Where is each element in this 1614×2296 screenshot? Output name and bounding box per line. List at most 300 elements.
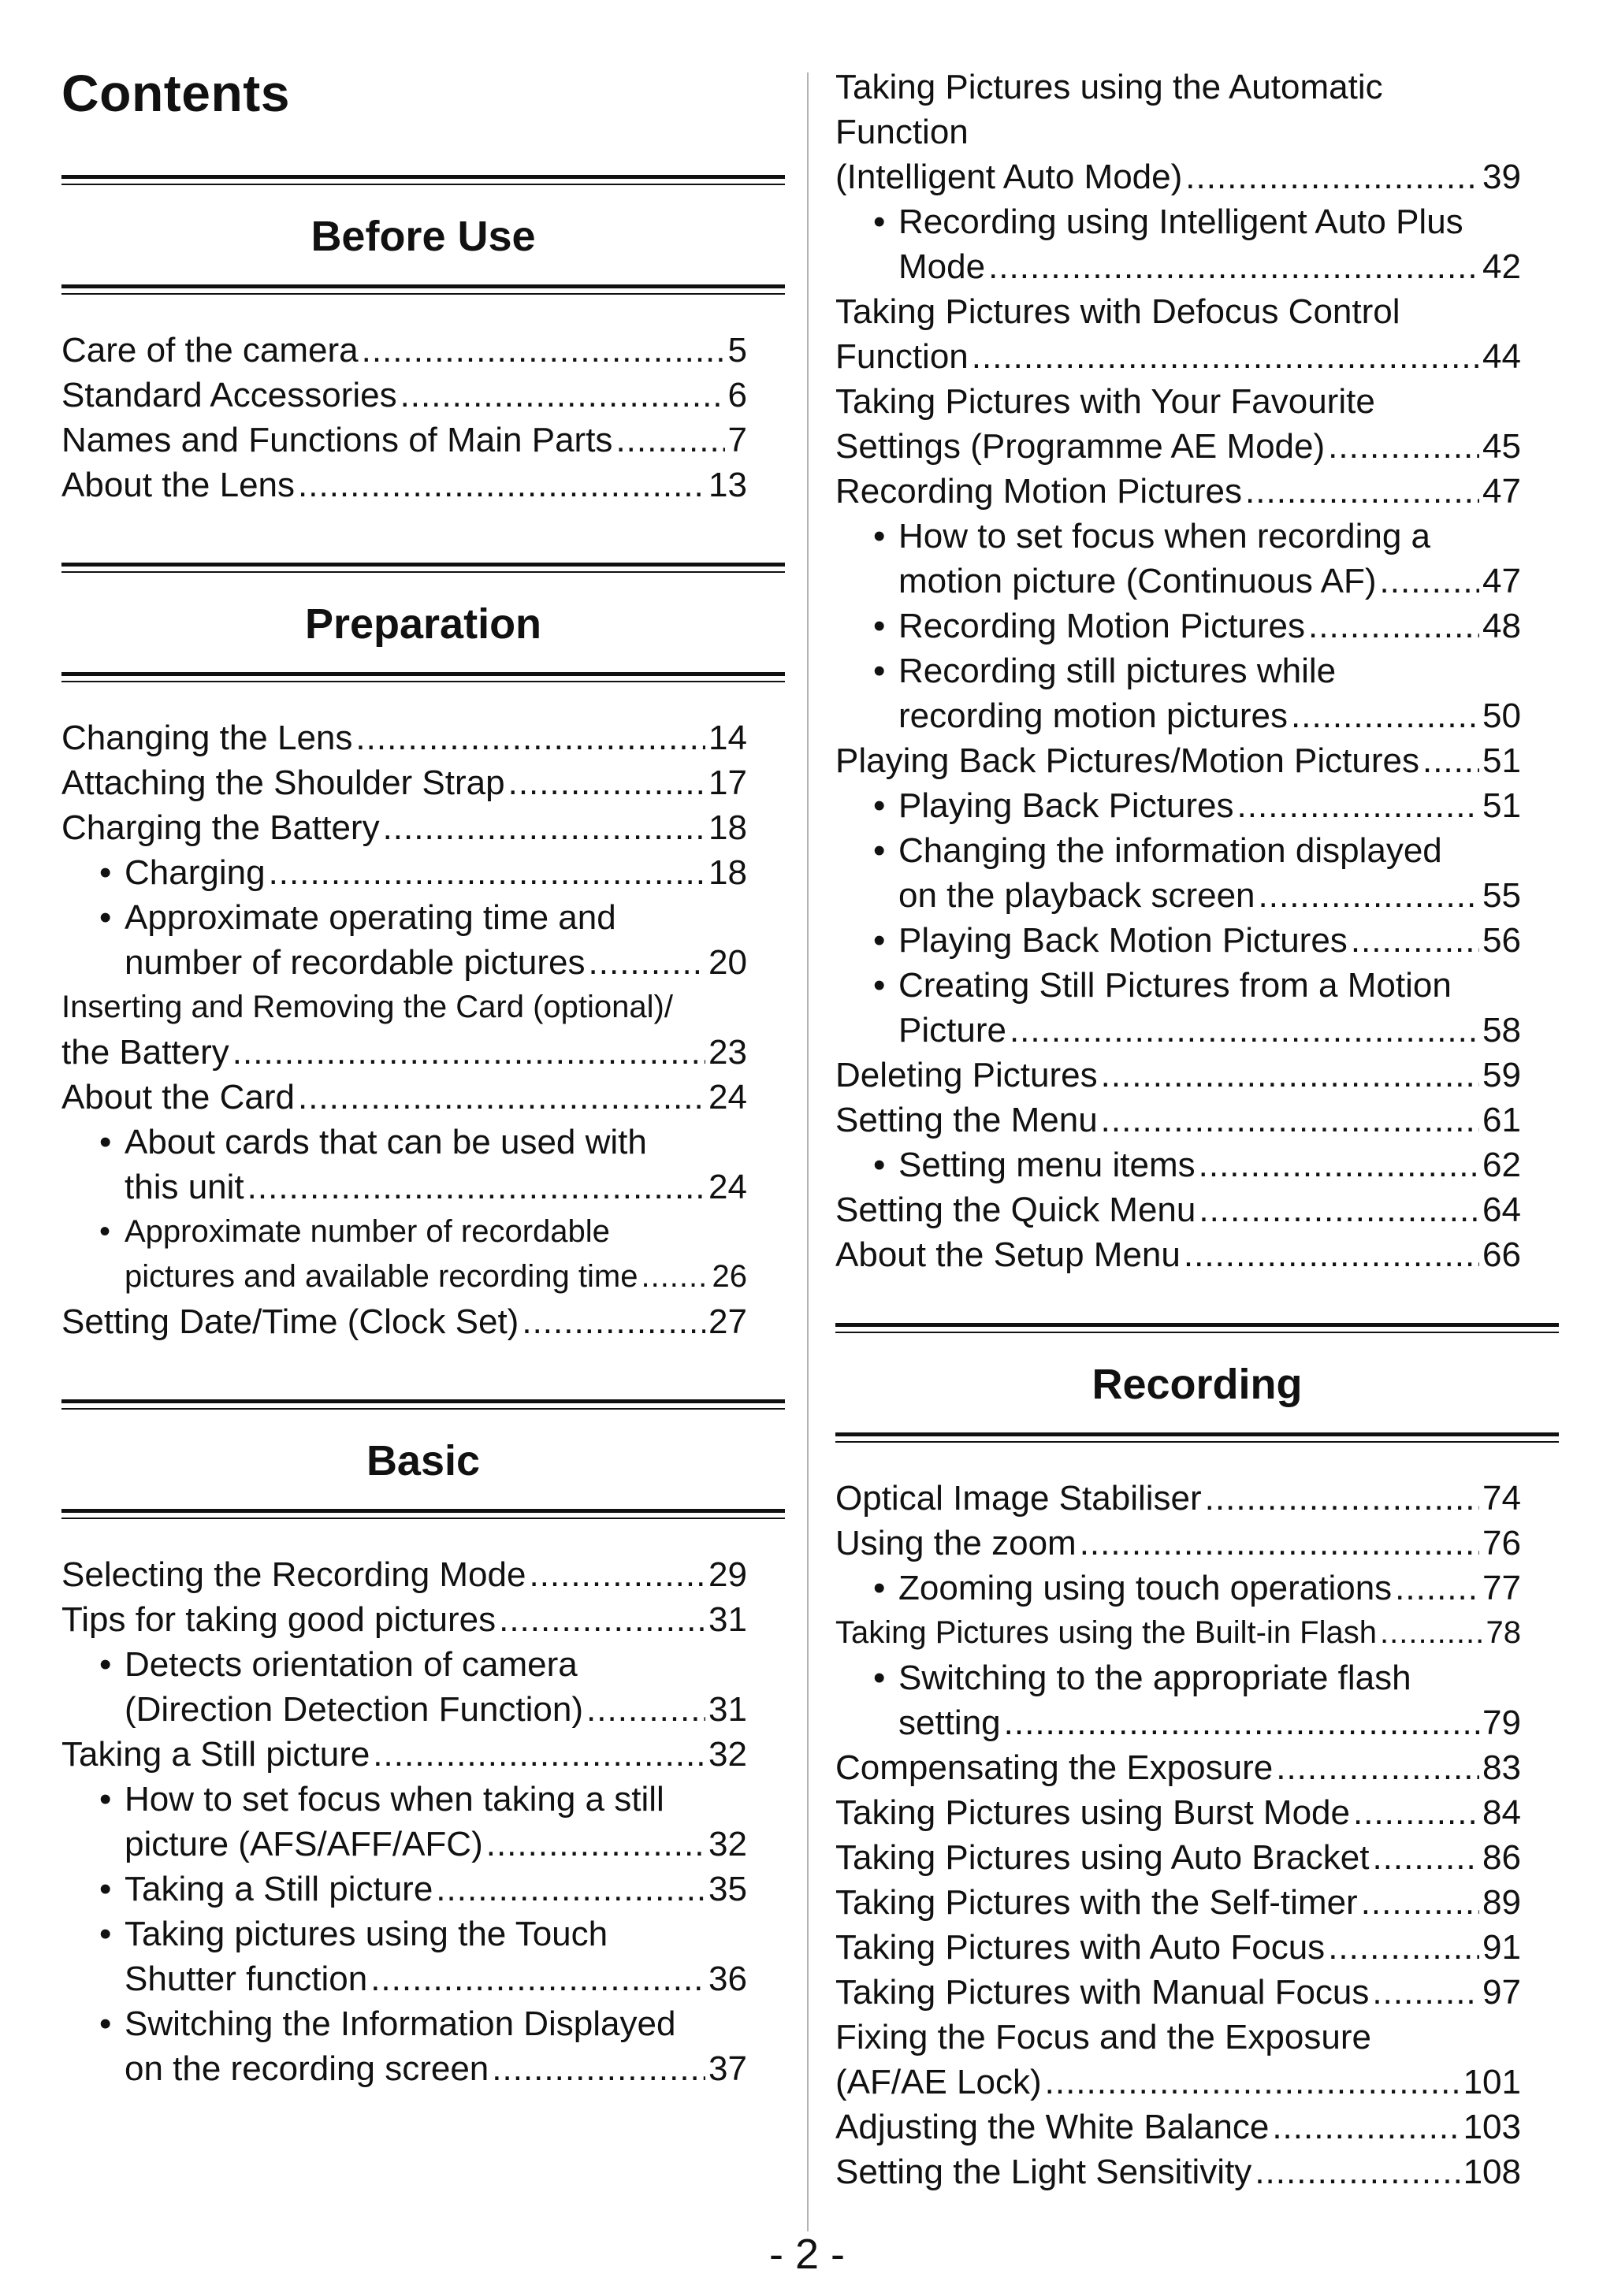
dot-leader bbox=[436, 1867, 705, 1911]
toc-entry-text bbox=[873, 604, 1305, 648]
dot-leader bbox=[1308, 604, 1479, 648]
toc-page-number: 97 bbox=[1482, 1973, 1521, 2012]
toc-entry[interactable] bbox=[835, 154, 1521, 199]
double-rule bbox=[61, 175, 785, 185]
dot-leader bbox=[1237, 783, 1480, 828]
toc-page-number: 23 bbox=[708, 1033, 747, 1072]
dot-leader bbox=[1395, 1566, 1479, 1611]
toc-page-number: 78 bbox=[1486, 1615, 1521, 1650]
toc-entry-label: Recording using Intelligent Auto Plus bbox=[898, 202, 1463, 241]
dot-leader bbox=[499, 1597, 705, 1642]
toc-page-number: 6 bbox=[727, 376, 747, 414]
toc-entry[interactable] bbox=[61, 850, 747, 895]
toc-entry-text bbox=[898, 693, 1288, 738]
toc-entry[interactable] bbox=[835, 334, 1521, 379]
toc-entry[interactable] bbox=[61, 1120, 747, 1165]
dot-leader bbox=[1353, 1790, 1479, 1835]
bullet-icon: • bbox=[99, 1915, 112, 1953]
toc-page-number: 79 bbox=[1482, 1703, 1521, 1742]
toc-entry-label: Function bbox=[835, 113, 969, 151]
toc-entry[interactable] bbox=[835, 1142, 1521, 1187]
toc-entry-list bbox=[61, 1552, 747, 2091]
toc-page-number: 56 bbox=[1482, 921, 1521, 960]
toc-entry-label: Taking Pictures using Burst Mode bbox=[835, 1793, 1350, 1832]
toc-entry[interactable] bbox=[835, 963, 1521, 1008]
dot-leader bbox=[1272, 2105, 1460, 2149]
toc-entry[interactable] bbox=[61, 1254, 747, 1299]
toc-page-number: 45 bbox=[1482, 427, 1521, 466]
toc-entry[interactable] bbox=[835, 1008, 1521, 1053]
toc-entry-label: Charging the Battery bbox=[61, 808, 380, 847]
bullet-icon: • bbox=[873, 1146, 886, 1184]
toc-entry-label: Setting the Quick Menu bbox=[835, 1191, 1196, 1229]
toc-entry-text bbox=[873, 514, 1430, 559]
toc-entry[interactable] bbox=[835, 559, 1521, 604]
section-header bbox=[61, 1399, 785, 1519]
toc-entry[interactable] bbox=[835, 1700, 1521, 1745]
toc-page-number: 36 bbox=[708, 1960, 747, 1998]
toc-entry[interactable] bbox=[835, 1476, 1521, 1521]
toc-page-number: 83 bbox=[1482, 1748, 1521, 1787]
dot-leader bbox=[298, 463, 705, 507]
toc-entry[interactable] bbox=[61, 1687, 747, 1732]
toc-entry-text bbox=[835, 1476, 1202, 1521]
toc-entry[interactable] bbox=[835, 918, 1521, 963]
toc-page-number: 24 bbox=[708, 1168, 747, 1206]
toc-entry-text bbox=[99, 1642, 578, 1687]
toc-entry-label: About the Card bbox=[61, 1078, 295, 1116]
toc-entry-text bbox=[835, 1521, 1077, 1566]
toc-entry-label: recording motion pictures bbox=[898, 697, 1289, 735]
toc-entry[interactable] bbox=[61, 895, 747, 940]
toc-page-number: 77 bbox=[1482, 1569, 1521, 1607]
toc-entry[interactable] bbox=[835, 693, 1521, 738]
toc-entry-label: Mode bbox=[898, 247, 986, 286]
toc-entry-label: Creating Still Pictures from a Motion bbox=[898, 966, 1452, 1005]
toc-entry-label: setting bbox=[898, 1703, 1001, 1742]
dot-leader bbox=[1045, 2060, 1460, 2105]
toc-page-number: 51 bbox=[1482, 786, 1521, 825]
toc-entry[interactable] bbox=[835, 648, 1521, 693]
toc-entry-text bbox=[835, 1098, 1098, 1142]
toc-entry[interactable] bbox=[835, 1790, 1521, 1835]
toc-entry[interactable] bbox=[835, 514, 1521, 559]
section-title: Basic bbox=[366, 1437, 481, 1484]
toc-entry-text bbox=[898, 1700, 1001, 1745]
toc-entry[interactable] bbox=[61, 1597, 747, 1642]
toc-entry[interactable] bbox=[835, 65, 1521, 110]
toc-entry-label: Adjusting the White Balance bbox=[835, 2108, 1270, 2146]
dot-leader bbox=[641, 1254, 708, 1299]
toc-entry-text bbox=[835, 289, 1400, 334]
toc-entry[interactable] bbox=[61, 1777, 747, 1822]
bullet-icon: • bbox=[873, 607, 886, 645]
toc-entry-label: on the playback screen bbox=[898, 876, 1255, 915]
toc-section bbox=[61, 1399, 785, 2091]
toc-entry[interactable] bbox=[835, 289, 1521, 334]
dot-leader bbox=[972, 334, 1479, 379]
toc-entry[interactable] bbox=[835, 1880, 1521, 1925]
toc-entry[interactable] bbox=[835, 828, 1521, 873]
dot-leader bbox=[232, 1030, 705, 1075]
toc-entry[interactable] bbox=[835, 1232, 1521, 1277]
toc-entry[interactable] bbox=[835, 424, 1521, 469]
toc-entry-label: Function bbox=[835, 337, 969, 376]
toc-entry[interactable] bbox=[835, 1053, 1521, 1098]
toc-entry-label: this unit bbox=[125, 1168, 244, 1206]
bullet-icon: • bbox=[99, 1123, 112, 1161]
toc-entry-label: Switching the Information Displayed bbox=[125, 2004, 676, 2043]
toc-page-number: 84 bbox=[1482, 1793, 1521, 1832]
toc-entry[interactable] bbox=[835, 1611, 1521, 1655]
toc-entry-text bbox=[835, 1053, 1098, 1098]
toc-entry[interactable] bbox=[835, 379, 1521, 424]
toc-page-number: 55 bbox=[1482, 876, 1521, 915]
toc-page-number: 42 bbox=[1482, 247, 1521, 286]
toc-entry-label: Taking Pictures using Auto Bracket bbox=[835, 1838, 1370, 1877]
toc-page-number: 14 bbox=[708, 719, 747, 757]
toc-entry-label: on the recording screen bbox=[125, 2049, 489, 2088]
toc-entry-text bbox=[835, 2105, 1269, 2149]
toc-entry-label: Playing Back Pictures/Motion Pictures bbox=[835, 741, 1419, 780]
toc-entry[interactable] bbox=[835, 469, 1521, 514]
dot-leader bbox=[247, 1165, 705, 1209]
toc-page-number: 5 bbox=[727, 331, 747, 370]
toc-entry-text bbox=[835, 1790, 1350, 1835]
toc-entry-label: How to set focus when recording a bbox=[898, 517, 1431, 555]
toc-entry-text bbox=[898, 244, 985, 289]
toc-entry-text bbox=[873, 648, 1336, 693]
double-rule bbox=[835, 1432, 1559, 1443]
toc-page-number: 20 bbox=[708, 943, 747, 982]
dot-leader bbox=[1004, 1700, 1479, 1745]
dot-leader bbox=[1101, 1098, 1479, 1142]
double-rule bbox=[61, 563, 785, 573]
toc-entry-label: Taking pictures using the Touch bbox=[125, 1915, 608, 1953]
toc-entry-text bbox=[61, 1732, 370, 1777]
toc-page-number: 37 bbox=[708, 2049, 747, 2088]
toc-page-number: 59 bbox=[1482, 1056, 1521, 1094]
dot-leader bbox=[1291, 693, 1479, 738]
toc-entry-text bbox=[835, 379, 1375, 424]
toc-entry-label: How to set focus when taking a still bbox=[125, 1780, 664, 1819]
double-rule bbox=[61, 1509, 785, 1519]
toc-entry-label: Recording still pictures while bbox=[898, 652, 1337, 690]
toc-entry[interactable] bbox=[61, 418, 747, 463]
toc-entry[interactable] bbox=[61, 1209, 747, 1254]
toc-entry[interactable] bbox=[61, 1075, 747, 1120]
toc-entry-label: (Intelligent Auto Mode) bbox=[835, 158, 1183, 196]
dot-leader bbox=[1259, 873, 1480, 918]
toc-entry-label: Approximate number of recordable bbox=[125, 1214, 610, 1249]
toc-entry-text bbox=[99, 1209, 610, 1254]
toc-page-number: 74 bbox=[1482, 1479, 1521, 1518]
section-title: Before Use bbox=[311, 213, 536, 260]
bullet-icon: • bbox=[873, 831, 886, 870]
toc-entry-label: Zooming using touch operations bbox=[898, 1569, 1393, 1607]
toc-entry[interactable] bbox=[61, 2001, 747, 2046]
dot-leader bbox=[1185, 154, 1479, 199]
toc-entry-text bbox=[61, 463, 295, 507]
toc-entry[interactable] bbox=[835, 2105, 1521, 2149]
toc-entry[interactable] bbox=[835, 1835, 1521, 1880]
dot-leader bbox=[1422, 738, 1479, 783]
toc-page-number: 91 bbox=[1482, 1928, 1521, 1967]
toc-entry-label: Compensating the Exposure bbox=[835, 1748, 1274, 1787]
toc-entry-text bbox=[835, 2015, 1371, 2060]
toc-page-number: 89 bbox=[1482, 1883, 1521, 1922]
toc-entry[interactable] bbox=[835, 1745, 1521, 1790]
toc-page-number: 31 bbox=[708, 1600, 747, 1639]
toc-entry-label: Inserting and Removing the Card (optional)/ bbox=[61, 990, 673, 1024]
toc-entry-text bbox=[835, 334, 969, 379]
toc-entry-label: Taking Pictures with Auto Focus bbox=[835, 1928, 1326, 1967]
toc-entry-list bbox=[835, 1476, 1521, 2194]
toc-entry[interactable] bbox=[61, 1030, 747, 1075]
toc-section bbox=[835, 1323, 1559, 2194]
toc-entry-label: Using the zoom bbox=[835, 1524, 1077, 1562]
toc-entry-label: Shutter function bbox=[125, 1960, 368, 1998]
toc-page-number: 18 bbox=[708, 808, 747, 847]
dot-leader bbox=[269, 850, 705, 895]
dot-leader bbox=[383, 805, 705, 850]
toc-entry[interactable] bbox=[61, 760, 747, 805]
dot-leader bbox=[529, 1552, 705, 1597]
toc-entry-list bbox=[835, 65, 1521, 1277]
toc-entry[interactable] bbox=[61, 1732, 747, 1777]
toc-page-number: 64 bbox=[1482, 1191, 1521, 1229]
toc-entry-text bbox=[99, 1777, 664, 1822]
toc-entry-label: Recording Motion Pictures bbox=[898, 607, 1306, 645]
toc-entry[interactable] bbox=[835, 1655, 1521, 1700]
toc-page-number: 51 bbox=[1482, 741, 1521, 780]
dot-leader bbox=[355, 715, 705, 760]
dot-leader bbox=[589, 940, 706, 985]
toc-entry-text bbox=[99, 895, 616, 940]
toc-entry[interactable] bbox=[61, 1165, 747, 1209]
toc-entry-text bbox=[835, 1611, 1377, 1655]
dot-leader bbox=[1328, 1925, 1479, 1970]
toc-entry-text bbox=[898, 1008, 1006, 1053]
toc-entry-label: Names and Functions of Main Parts bbox=[61, 421, 613, 459]
toc-entry-text bbox=[99, 850, 266, 895]
bullet-icon: • bbox=[873, 1569, 886, 1607]
toc-entry-label: Approximate operating time and bbox=[125, 898, 616, 937]
toc-entry-label: Setting menu items bbox=[898, 1146, 1196, 1184]
toc-entry[interactable] bbox=[61, 328, 747, 373]
toc-entry-text bbox=[61, 1597, 496, 1642]
toc-entry[interactable] bbox=[61, 940, 747, 985]
toc-entry[interactable] bbox=[835, 1566, 1521, 1611]
toc-entry[interactable] bbox=[835, 604, 1521, 648]
toc-entry[interactable] bbox=[835, 1970, 1521, 2015]
toc-entry-label: Taking Pictures using the Built-in Flash bbox=[835, 1615, 1377, 1650]
toc-entry-label: Changing the Lens bbox=[61, 719, 353, 757]
toc-page-number: 35 bbox=[708, 1870, 747, 1908]
toc-entry-label: Switching to the appropriate flash bbox=[898, 1659, 1411, 1697]
toc-entry[interactable] bbox=[61, 373, 747, 418]
toc-entry-label: Selecting the Recording Mode bbox=[61, 1555, 526, 1594]
toc-entry-text bbox=[61, 1299, 519, 1344]
bullet-icon: • bbox=[873, 966, 886, 1005]
toc-entry[interactable] bbox=[835, 873, 1521, 918]
toc-entry[interactable] bbox=[835, 2015, 1521, 2060]
toc-entry-text bbox=[61, 373, 397, 418]
section-header bbox=[835, 1323, 1559, 1443]
toc-entry[interactable] bbox=[61, 985, 747, 1030]
toc-entry-label: Changing the information displayed bbox=[898, 831, 1442, 870]
toc-entry-text bbox=[99, 1911, 608, 1956]
toc-entry-text bbox=[873, 1566, 1392, 1611]
toc-entry-text bbox=[99, 2001, 675, 2046]
toc-entry[interactable] bbox=[61, 1867, 747, 1911]
toc-entry[interactable] bbox=[61, 2046, 747, 2091]
toc-entry-text bbox=[125, 1254, 638, 1299]
toc-entry-text bbox=[125, 2046, 489, 2091]
toc-entry[interactable] bbox=[61, 1911, 747, 1956]
section-header bbox=[61, 175, 785, 295]
toc-page-number: 7 bbox=[727, 421, 747, 459]
toc-entry-label: Setting the Light Sensitivity bbox=[835, 2153, 1252, 2191]
toc-entry-label: Setting the Menu bbox=[835, 1101, 1098, 1139]
dot-leader bbox=[1101, 1053, 1479, 1098]
dot-leader bbox=[1351, 918, 1479, 963]
toc-page-number: 18 bbox=[708, 853, 747, 892]
toc-entry-text bbox=[61, 1030, 229, 1075]
toc-entry-label: About the Setup Menu bbox=[835, 1235, 1181, 1274]
dot-leader bbox=[1010, 1008, 1479, 1053]
toc-page-number: 76 bbox=[1482, 1524, 1521, 1562]
toc-entry-text bbox=[61, 1075, 295, 1120]
toc-entry-text bbox=[125, 1822, 483, 1867]
toc-entry-text bbox=[873, 199, 1463, 244]
toc-entry[interactable] bbox=[61, 463, 747, 507]
toc-page-number: 26 bbox=[712, 1259, 747, 1294]
toc-page-number: 101 bbox=[1463, 2063, 1521, 2101]
toc-entry[interactable] bbox=[835, 1521, 1521, 1566]
toc-entry[interactable] bbox=[835, 199, 1521, 244]
toc-page-number: 47 bbox=[1482, 472, 1521, 511]
toc-section bbox=[61, 175, 785, 507]
toc-entry-label: (Direction Detection Function) bbox=[125, 1690, 584, 1729]
dot-leader bbox=[1199, 1142, 1479, 1187]
dot-leader bbox=[1328, 424, 1479, 469]
dot-leader bbox=[1205, 1476, 1479, 1521]
dot-leader bbox=[1255, 2149, 1460, 2194]
toc-entry[interactable] bbox=[835, 2060, 1521, 2105]
dot-leader bbox=[1372, 1835, 1479, 1880]
toc-entry-text bbox=[835, 1835, 1369, 1880]
toc-entry[interactable] bbox=[835, 244, 1521, 289]
toc-page-number: 24 bbox=[708, 1078, 747, 1116]
toc-entry[interactable] bbox=[61, 805, 747, 850]
toc-entry-text bbox=[835, 424, 1325, 469]
toc-entry[interactable] bbox=[61, 1822, 747, 1867]
toc-entry-text bbox=[125, 1687, 583, 1732]
toc-page-number: 27 bbox=[708, 1302, 747, 1341]
left-column bbox=[61, 0, 785, 2091]
bullet-icon: • bbox=[99, 853, 112, 892]
toc-entry[interactable] bbox=[61, 1299, 747, 1344]
toc-entry-text bbox=[835, 154, 1182, 199]
toc-page-number: 39 bbox=[1482, 158, 1521, 196]
toc-entry-label: Recording Motion Pictures bbox=[835, 472, 1243, 511]
toc-entry[interactable] bbox=[61, 1956, 747, 2001]
toc-entry[interactable] bbox=[61, 1552, 747, 1597]
toc-entry-label: Standard Accessories bbox=[61, 376, 397, 414]
toc-entry-text bbox=[61, 328, 359, 373]
right-column bbox=[835, 0, 1559, 2194]
toc-entry-label: Taking Pictures with Your Favourite bbox=[835, 382, 1375, 421]
toc-entry[interactable] bbox=[835, 2149, 1521, 2194]
toc-entry-label: Taking Pictures with Manual Focus bbox=[835, 1973, 1370, 2012]
dot-leader bbox=[1245, 469, 1479, 514]
toc-entry-text bbox=[835, 469, 1242, 514]
toc-entry[interactable] bbox=[835, 1098, 1521, 1142]
toc-entry-label: Taking Pictures with Defocus Control bbox=[835, 292, 1400, 331]
page-number: - 2 - bbox=[768, 2231, 845, 2278]
toc-page-number: 62 bbox=[1482, 1146, 1521, 1184]
toc-entry-label: pictures and available recording time bbox=[125, 1259, 638, 1294]
toc-entry[interactable] bbox=[835, 1925, 1521, 1970]
toc-entry-text bbox=[835, 1880, 1358, 1925]
toc-entry[interactable] bbox=[835, 738, 1521, 783]
toc-entry[interactable] bbox=[835, 110, 1521, 154]
toc-entry-text bbox=[835, 1745, 1273, 1790]
toc-section bbox=[61, 563, 785, 1344]
section-title: Recording bbox=[1091, 1361, 1303, 1408]
dot-leader bbox=[1184, 1232, 1479, 1277]
toc-entry-label: Fixing the Focus and the Exposure bbox=[835, 2018, 1371, 2056]
toc-entry-label: picture (AFS/AFF/AFC) bbox=[125, 1825, 483, 1863]
dot-leader bbox=[362, 328, 725, 373]
bullet-icon: • bbox=[99, 1214, 111, 1249]
toc-entry[interactable] bbox=[835, 783, 1521, 828]
bullet-icon: • bbox=[873, 1659, 886, 1697]
toc-page-number: 29 bbox=[708, 1555, 747, 1594]
toc-entry[interactable] bbox=[835, 1187, 1521, 1232]
toc-entry-text bbox=[835, 1925, 1325, 1970]
toc-entry[interactable] bbox=[61, 715, 747, 760]
toc-entry-text bbox=[835, 1970, 1369, 2015]
toc-entry-text bbox=[835, 65, 1383, 110]
double-rule bbox=[61, 672, 785, 682]
dot-leader bbox=[1380, 1611, 1483, 1655]
bullet-icon: • bbox=[99, 2004, 112, 2043]
toc-entry-text bbox=[835, 2149, 1251, 2194]
toc-entry-text bbox=[61, 760, 505, 805]
toc-entry-text bbox=[125, 940, 586, 985]
toc-entry-text bbox=[873, 1655, 1411, 1700]
dot-leader bbox=[373, 1732, 705, 1777]
dot-leader bbox=[1080, 1521, 1479, 1566]
toc-entry-text bbox=[61, 715, 352, 760]
dot-leader bbox=[1361, 1880, 1479, 1925]
dot-leader bbox=[492, 2046, 705, 2091]
bullet-icon: • bbox=[873, 921, 886, 960]
toc-entry-text bbox=[873, 828, 1442, 873]
toc-entry-text bbox=[125, 1165, 244, 1209]
bullet-icon: • bbox=[99, 1780, 112, 1819]
toc-entry-label: Setting Date/Time (Clock Set) bbox=[61, 1302, 519, 1341]
bullet-icon: • bbox=[873, 652, 886, 690]
toc-entry-text bbox=[835, 110, 969, 154]
toc-entry-text bbox=[873, 1142, 1196, 1187]
toc-entry[interactable] bbox=[61, 1642, 747, 1687]
toc-entry-label: number of recordable pictures bbox=[125, 943, 586, 982]
toc-entry-label: Taking a Still picture bbox=[125, 1870, 433, 1908]
toc-entry-label: Taking Pictures using the Automatic bbox=[835, 68, 1383, 106]
